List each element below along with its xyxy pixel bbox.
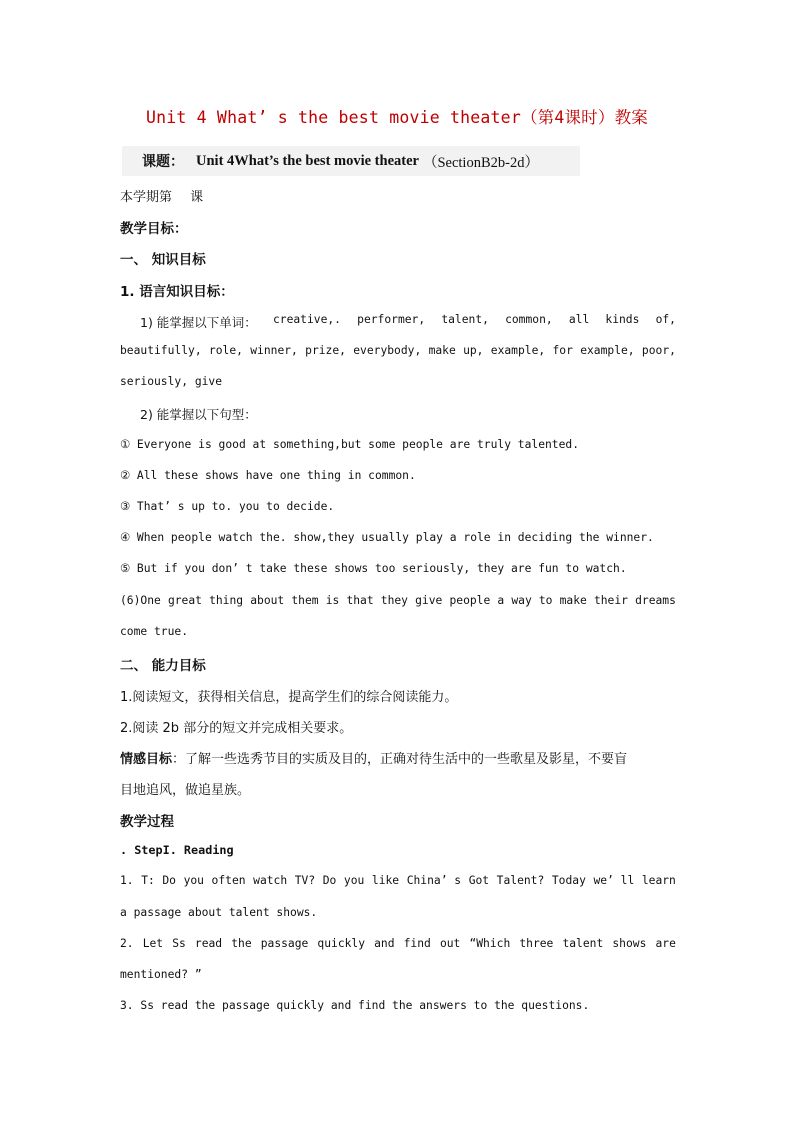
knowledge-heading: 一、 知识目标 — [120, 252, 206, 268]
step-word: learn — [641, 874, 676, 887]
document-title: Unit 4 What’ s the best movie theater（第4课时）教案 — [146, 108, 648, 127]
step-word: 2. — [120, 937, 134, 950]
vocab-line-3: seriously, give — [120, 375, 223, 388]
sentence-word: them — [291, 594, 319, 607]
sentence-word: way — [511, 594, 532, 607]
sentence-item: ④ When people watch the. show,they usually play a role in deciding the winner. — [120, 531, 654, 544]
course-name: Unit 4What’s the best movie theater — [196, 152, 419, 169]
step-word: find — [403, 937, 431, 950]
step-word: passage — [260, 937, 309, 950]
vocab-word: role, — [208, 344, 243, 357]
step-word: three — [519, 937, 554, 950]
vocab-word: example, — [490, 344, 546, 357]
sentence-item: ① Everyone is good at something,but some people are truly talented. — [120, 438, 580, 451]
step-word: read — [194, 937, 223, 950]
step-word: T: — [141, 874, 155, 887]
emotion-label: 情感目标 — [120, 752, 173, 767]
vocab-word: prize, — [305, 344, 346, 357]
objectives-heading: 教学目标： — [120, 221, 188, 237]
emotion-line-1 — [120, 748, 627, 767]
emotion-text: ：了解一些选秀节目的实质及目的，正确对待生活中的一些歌星及影星，不要盲 — [172, 752, 628, 767]
vocab-word: common, — [505, 313, 553, 326]
step-word: China’ s — [406, 874, 462, 887]
semester-suffix: 课 — [190, 190, 204, 205]
step-word: you — [343, 874, 365, 887]
sentence-6-line-1 — [120, 594, 676, 607]
language-heading: 1. 语言知识目标： — [120, 284, 234, 300]
sentence-word: about — [250, 594, 285, 607]
sentence-word: great — [167, 594, 202, 607]
vocab-word: make — [428, 344, 456, 357]
step-word: Ss — [172, 937, 186, 950]
step-word: “Which — [469, 937, 511, 950]
step-word: like — [371, 874, 400, 887]
vocab-word: of, — [655, 313, 676, 326]
step-word: Do — [322, 874, 337, 887]
vocab-word: kinds — [605, 313, 640, 326]
step-3-line: 3. Ss read the passage quickly and find the answers to the questions. — [120, 999, 590, 1012]
vocab-word: beautifully, — [120, 344, 202, 357]
semester-line — [120, 186, 203, 205]
sentence-word: (6)One — [120, 594, 161, 607]
vocab-word: winner, — [250, 344, 298, 357]
sentence-word: they — [380, 594, 408, 607]
sentence-item: ⑤ But if you don’ t take these shows too seriously, they are fun to watch. — [120, 562, 627, 575]
sentence-word: people — [449, 594, 491, 607]
sentence-item: ③ That’ s up to. you to decide. — [120, 500, 335, 513]
vocab-word: poor, — [641, 344, 676, 357]
vocab-word: talent, — [441, 313, 489, 326]
step-word: out — [439, 937, 461, 950]
vocab-word: performer, — [357, 313, 426, 326]
sentence-word: give — [415, 594, 443, 607]
step-1-line-2: a passage about talent shows. — [120, 906, 318, 919]
step-1-line-1 — [120, 874, 676, 887]
vocab-word: for — [552, 344, 573, 357]
step-word: watch — [253, 874, 288, 887]
ability-item: 1.阅读短文，获得相关信息，提高学生们的综合阅读能力。 — [120, 690, 458, 705]
course-label: 课题： — [142, 154, 184, 170]
sentence-item: ② All these shows have one thing in common. — [120, 469, 416, 482]
vocab-word: creative,. — [272, 313, 341, 326]
step-word: the — [231, 937, 252, 950]
step-heading: . StepI. Reading — [120, 843, 234, 857]
sentence-word: is — [325, 594, 340, 607]
emotion-line-2: 目地追风，做追星族。 — [120, 783, 251, 798]
vocab-word: everybody, — [353, 344, 422, 357]
sentence-word: make — [559, 594, 587, 607]
sentence-6-line-2: come true. — [120, 625, 189, 638]
course-section: （SectionB2b-2d） — [422, 154, 539, 171]
sentence-word: thing — [209, 594, 244, 607]
sentence-word: a — [497, 594, 505, 607]
step-word: TV? — [294, 874, 316, 887]
sentence-word: to — [538, 594, 553, 607]
vocab-word: all — [568, 313, 590, 326]
step-word: we’ ll — [593, 874, 635, 887]
step-word: Let — [142, 937, 164, 950]
semester-prefix: 本学期第 — [120, 190, 173, 205]
ability-item: 2.阅读 2b 部分的短文并完成相关要求。 — [120, 721, 353, 736]
sentence-word: dreams — [635, 594, 676, 607]
ability-heading: 二、 能力目标 — [120, 658, 206, 674]
step-word: often — [211, 874, 246, 887]
step-word: and — [374, 937, 395, 950]
vocab-word: example, — [580, 344, 635, 357]
sentence-word: their — [593, 594, 628, 607]
step-2-line-2: mentioned? ” — [120, 968, 202, 981]
step-word: Today — [551, 874, 586, 887]
vocab-word: up, — [463, 344, 484, 357]
step-word: 1. — [120, 874, 134, 887]
step-word: Got — [468, 874, 490, 887]
step-word: Talent? — [496, 874, 545, 887]
step-word: talent — [562, 937, 604, 950]
sentence-heading: 2) 能掌握以下句型： — [140, 407, 257, 422]
step-2-line-1 — [120, 937, 676, 950]
step-word: quickly — [317, 937, 366, 950]
sentence-word: that — [346, 594, 374, 607]
step-word: are — [655, 937, 676, 950]
vocab-line-1 — [140, 313, 676, 331]
step-word: Do — [162, 874, 176, 887]
course-title-bar — [122, 146, 580, 176]
process-heading: 教学过程 — [120, 814, 174, 830]
step-word: shows — [612, 937, 647, 950]
vocab-intro: 1) 能掌握以下单词： — [140, 315, 257, 330]
step-word: you — [183, 874, 204, 887]
vocab-line-2 — [120, 344, 676, 357]
